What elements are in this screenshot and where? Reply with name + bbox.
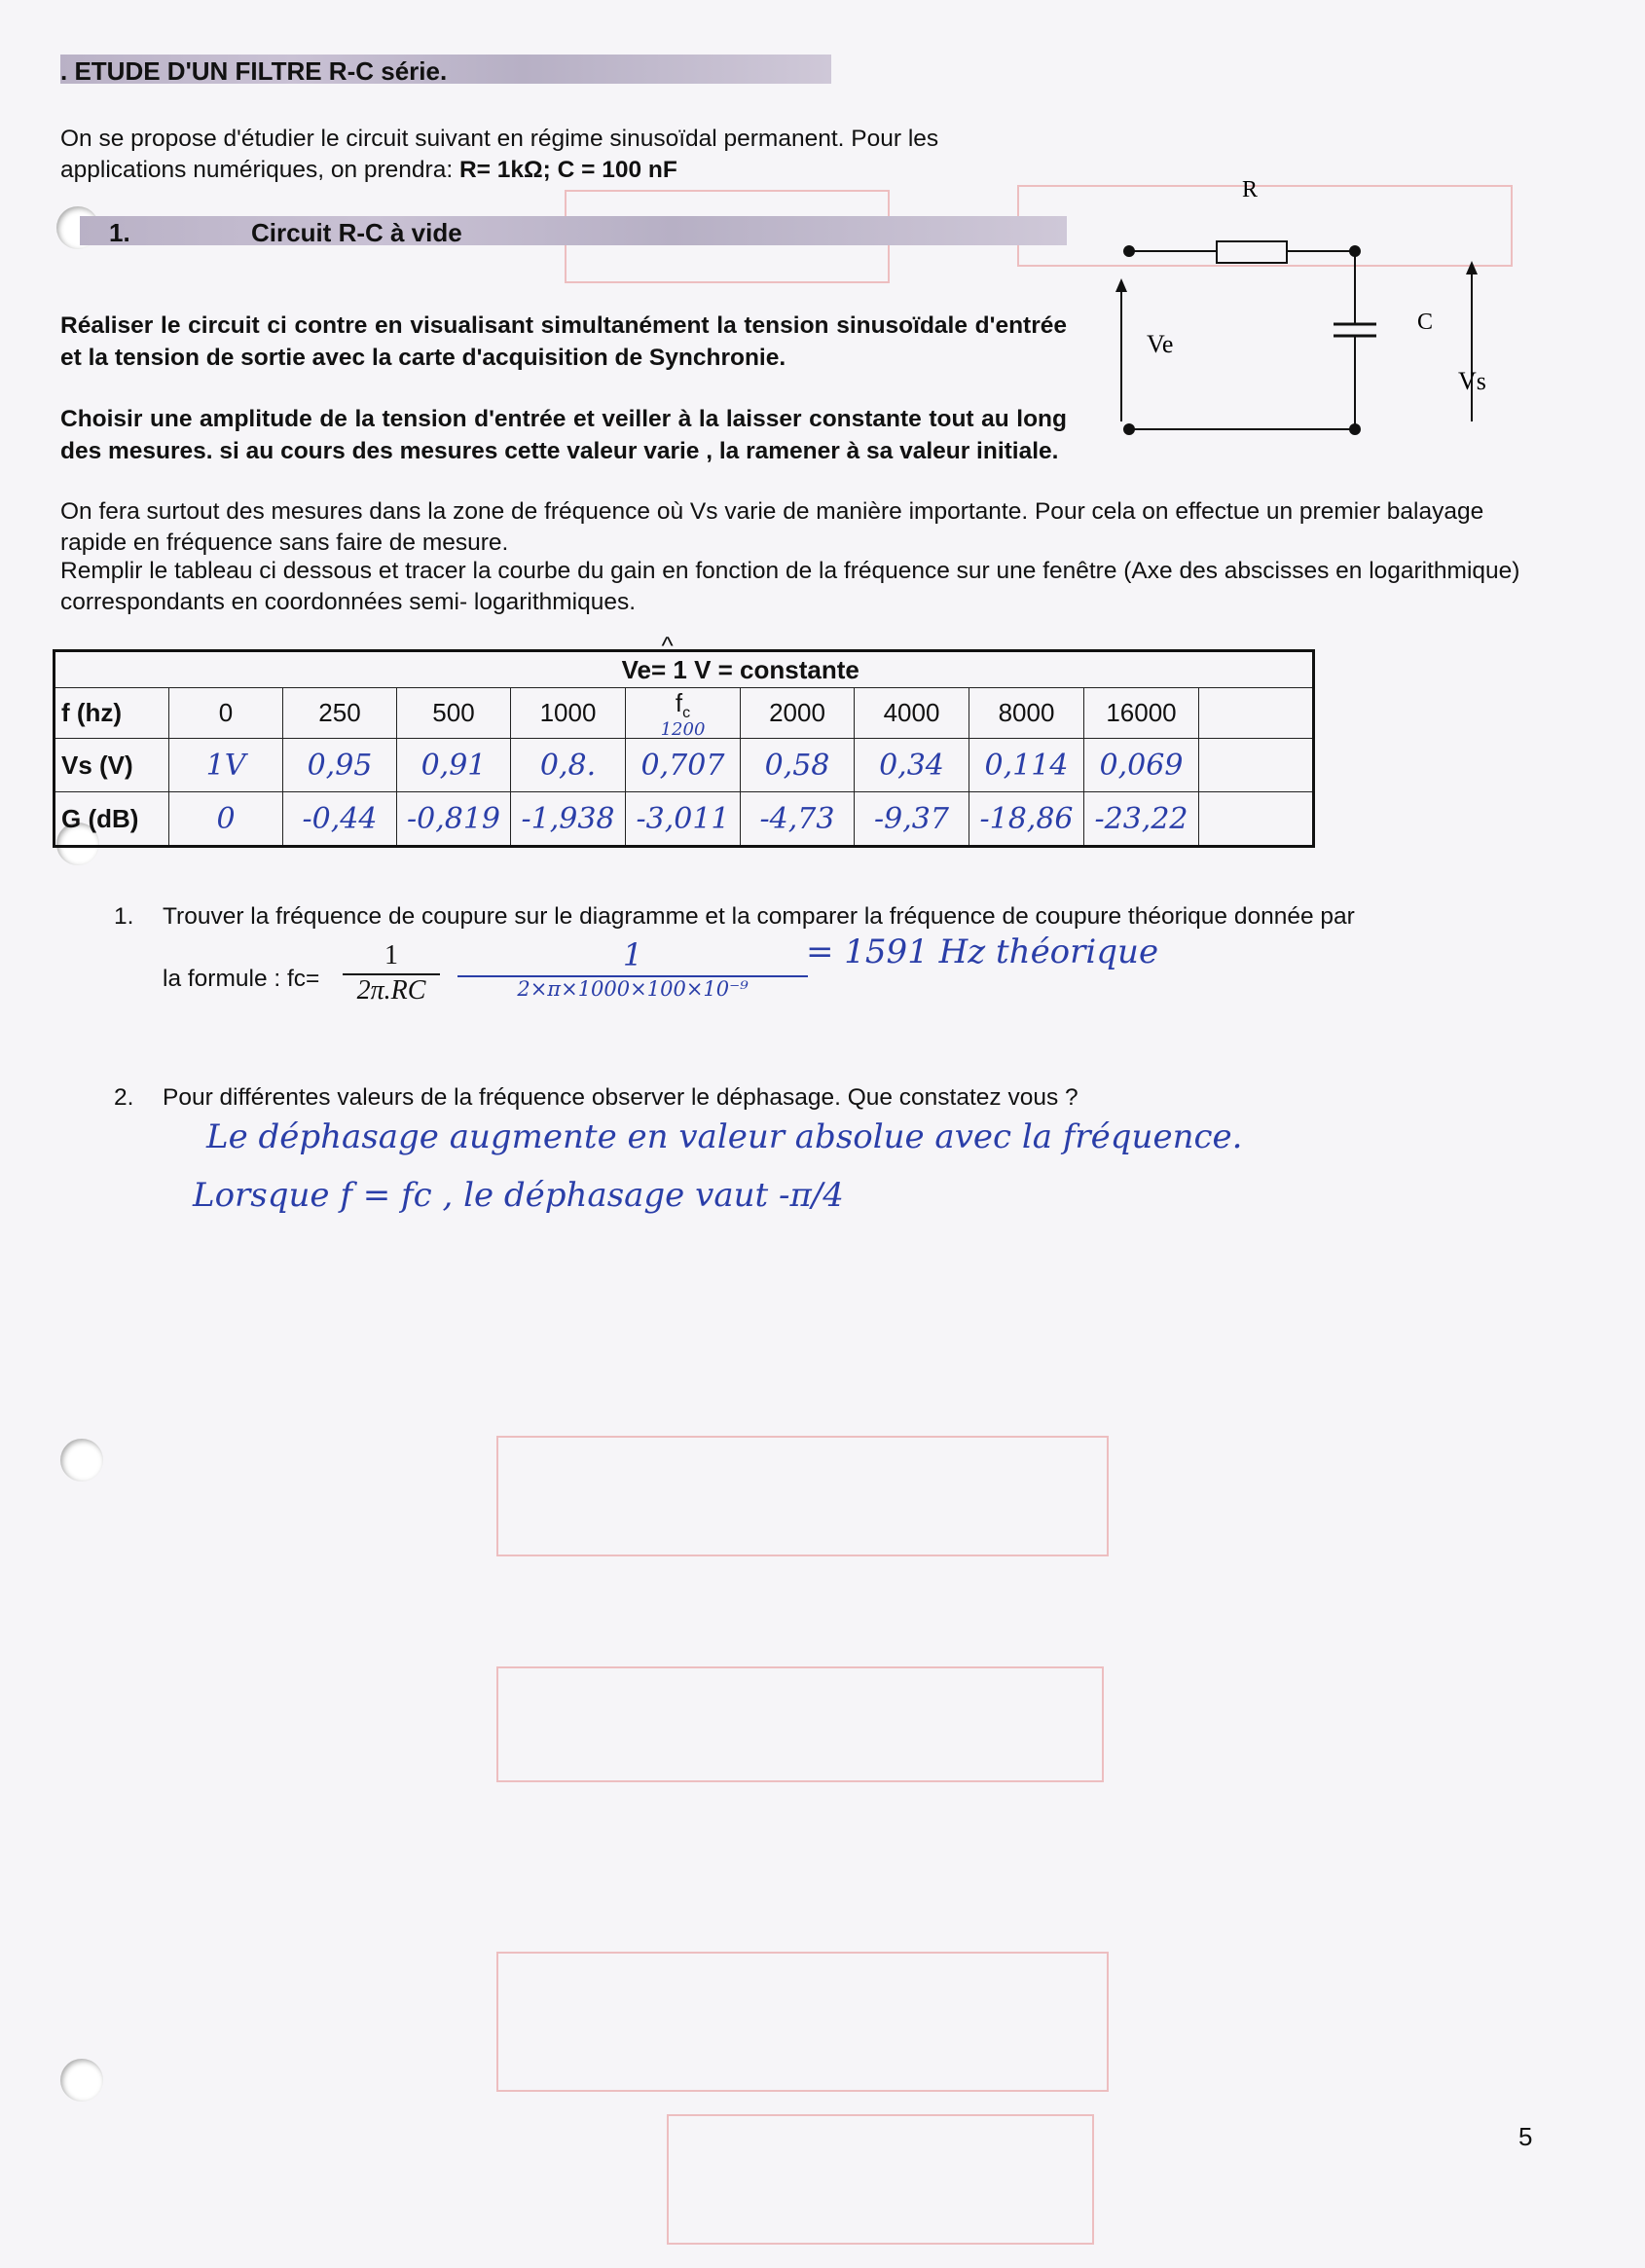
hand-result: = 1591 Hz théorique	[806, 933, 1159, 971]
showthrough-box	[496, 1436, 1109, 1556]
q2-answer-line1: Le déphasage augmente en valeur absolue avec la fréquence.	[206, 1117, 1243, 1156]
q2-text: Pour différentes valeurs de la fréquence observer le déphasage. Que constatez vous ?	[163, 1084, 1078, 1111]
instruction-p4: Remplir le tableau ci dessous et tracer la courbe du gain en fonction de la fréquence sur une fenêtre (Axe des abscisses en logarithmique) correspondants en coordonnées semi- logarithmiques.	[60, 558, 1520, 615]
table-header: ^ Ve= 1 V = constante	[169, 651, 1314, 688]
gain-value-cell: -3,011	[626, 792, 741, 847]
freq-cell: 1000	[511, 688, 626, 739]
punch-hole	[60, 1439, 103, 1482]
resistor-symbol	[1217, 241, 1287, 263]
showthrough-box	[667, 2114, 1094, 2245]
vs-value-cell: 0,91	[397, 739, 511, 792]
formula-fraction	[343, 940, 440, 1006]
vs-value-cell: 0,95	[283, 739, 397, 792]
freq-cell: 16000	[1084, 688, 1199, 739]
row-label-vs: Vs (V)	[55, 739, 169, 792]
section-title: . ETUDE D'UN FILTRE R-C série.	[60, 56, 448, 86]
instruction-p3: On fera surtout des mesures dans la zone de fréquence où Vs varie de manière importante. Pour cela on effectue un premier balayage rapide en fréquence sans faire de mesure.	[60, 498, 1484, 556]
rc-circuit-diagram	[1100, 173, 1509, 446]
fc-handwritten-note: 1200	[660, 719, 706, 741]
showthrough-box	[496, 1952, 1109, 2092]
vs-value-cell: 0,34	[855, 739, 969, 792]
gain-value-cell: -4,73	[741, 792, 855, 847]
gain-value-cell: -9,37	[855, 792, 969, 847]
handwritten-fraction	[457, 936, 808, 1001]
instruction-bold-2: Choisir une amplitude de la tension d'entrée et veiller à la laisser constante tout au long des mesures. si au cours des mesures cette valeur varie , la ramener à sa valeur initiale.	[60, 406, 1067, 464]
intro-text: On se propose d'étudier le circuit suivant en régime sinusoïdal permanent. Pour les applications numériques, on prendra:	[60, 126, 939, 183]
c-label: C	[1417, 310, 1434, 335]
formula-denominator: 2π.RC	[356, 975, 426, 1006]
ve-label: Ve	[1147, 330, 1174, 358]
showthrough-box	[496, 1666, 1104, 1782]
gain-value-cell: -23,22	[1084, 792, 1199, 847]
intro-paragraph	[60, 124, 1063, 186]
q1-formula-prefix: la formule : fc=	[163, 966, 320, 992]
gain-value-cell: -0,44	[283, 792, 397, 847]
vs-label: Vs	[1458, 367, 1486, 395]
freq-cell: 0	[169, 688, 283, 739]
hat-symbol: ^	[661, 631, 674, 660]
vs-value-cell: 0,58	[741, 739, 855, 792]
freq-cell: 2000	[741, 688, 855, 739]
row-label-gain: G (dB)	[55, 792, 169, 847]
freq-cell: 8000	[969, 688, 1084, 739]
q1-text: Trouver la fréquence de coupure sur le diagramme et la comparer la fréquence de coupure théorique donnée par	[163, 903, 1355, 930]
vs-value-cell	[1199, 739, 1314, 792]
punch-hole	[60, 2059, 103, 2102]
hand-numerator: 1	[622, 936, 643, 973]
vs-value-cell: 1V	[169, 739, 283, 792]
page-number: 5	[1518, 2122, 1533, 2151]
q2-answer-line2: Lorsque f = fc , le déphasage vaut -π/4	[193, 1176, 844, 1215]
measurement-table	[53, 631, 1315, 848]
vs-value-cell: 0,114	[969, 739, 1084, 792]
instruction-bold-1: Réaliser le circuit ci contre en visualisant simultanément la tension sinusoïdale d'entrée et la tension de sortie avec la carte d'acquisition de Synchronie.	[60, 312, 1067, 371]
gain-value-cell: -18,86	[969, 792, 1084, 847]
gain-value-cell	[1199, 792, 1314, 847]
freq-cell	[626, 688, 741, 739]
freq-cell: 4000	[855, 688, 969, 739]
subsection-number: 1.	[109, 218, 130, 247]
vs-value-cell: 0,8.	[511, 739, 626, 792]
section-header-bar	[60, 55, 831, 84]
r-label: R	[1242, 177, 1259, 202]
freq-cell: 250	[283, 688, 397, 739]
table-corner	[55, 651, 169, 688]
frequency-row	[55, 688, 1314, 739]
gain-value-cell: -0,819	[397, 792, 511, 847]
fc-label: $f_c$	[675, 688, 691, 722]
q2-number: 2.	[114, 1084, 134, 1111]
gain-row	[55, 792, 1314, 847]
q1-number: 1.	[114, 903, 134, 930]
vs-value-cell: 0,707	[626, 739, 741, 792]
subsection-header-bar	[80, 216, 1067, 245]
intro-values: R= 1kΩ; C = 100 nF	[458, 157, 677, 183]
formula-numerator: 1	[384, 940, 398, 970]
vs-row	[55, 739, 1314, 792]
freq-cell: 500	[397, 688, 511, 739]
freq-cell	[1199, 688, 1314, 739]
hand-denominator: 2×π×1000×100×10⁻⁹	[517, 977, 749, 1001]
gain-value-cell: 0	[169, 792, 283, 847]
row-label-freq: f (hz)	[55, 688, 169, 739]
subsection-title: Circuit R-C à vide	[251, 218, 462, 247]
gain-value-cell: -1,938	[511, 792, 626, 847]
vs-value-cell: 0,069	[1084, 739, 1199, 792]
